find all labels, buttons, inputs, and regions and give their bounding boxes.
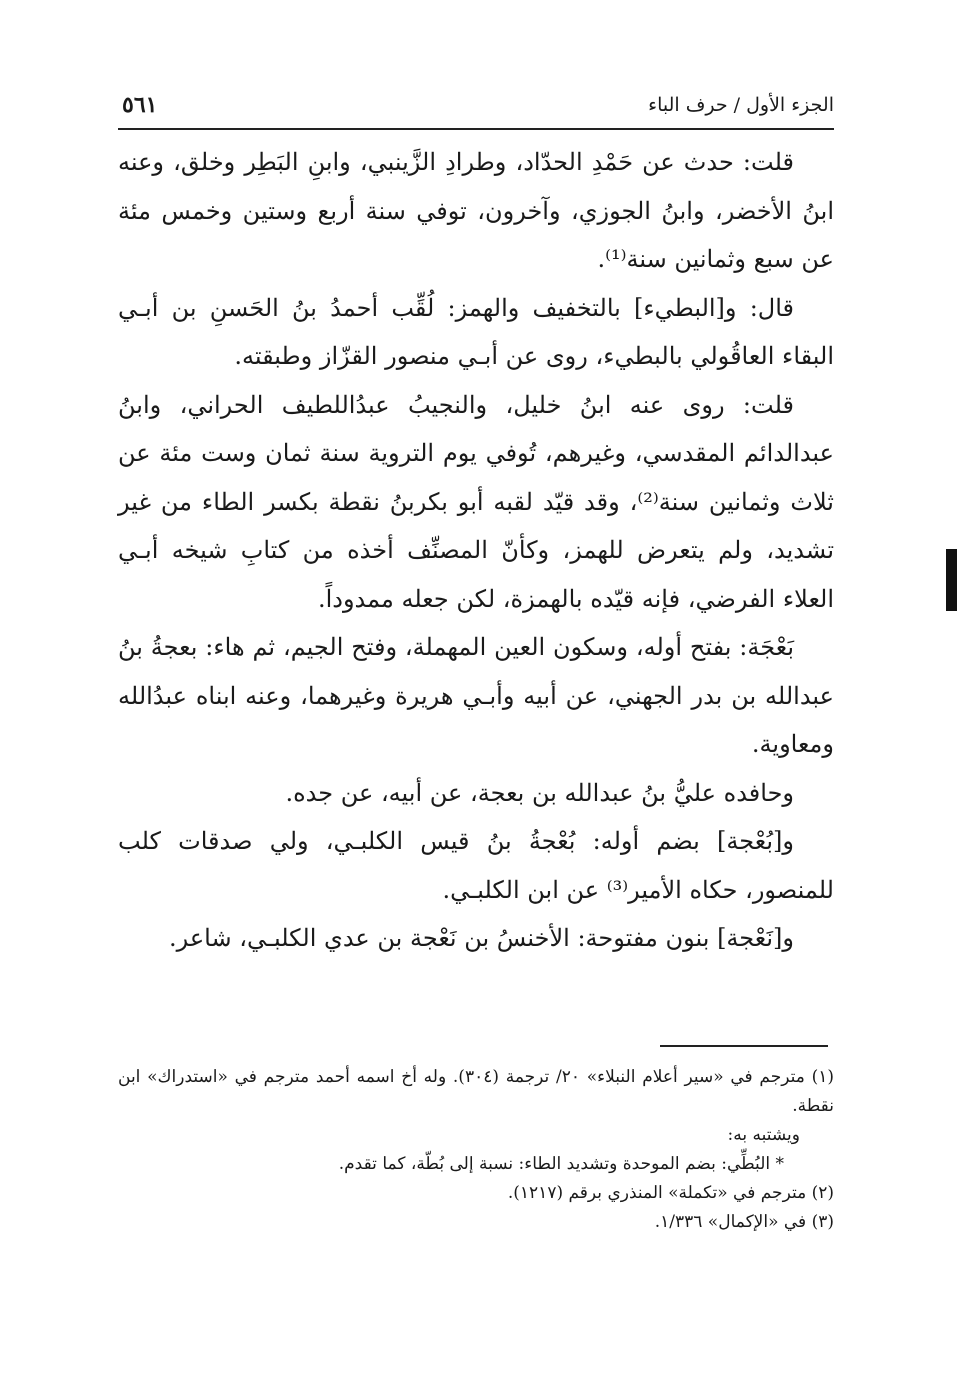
paragraph: بَعْجَة: بفتح أوله، وسكون العين المهملة، وفتح الجيم، ثم هاء: بعجةُ بنُ عبدالله بن بدر الجهني، عن أبيه وأبـي هريرة وغيرهما، وعنه ابناه عبدُالله ومعاوية.	[118, 633, 834, 758]
footnote: (١) مترجم في «سير أعلام النبلاء» ٢٠/ ترجمة (٣٠٤). وله أخ اسمه أحمد مترجم في «استدراك» ابن نقطة.	[118, 1067, 834, 1116]
footnotes	[118, 1063, 834, 1237]
paragraph: وحافده عليُّ بنُ عبدالله بن بعجة، عن أبيه، عن جده.	[285, 778, 794, 807]
paragraph: قلت: حدث عن حَمْدِ الحدّاد، وطرادِ الزَّينبي، وابنِ البَطِر وخلق، وعنه ابنُ الأخضر، وابنُ الجوزي، وآخرون، توفي سنة أربع وستين وخمس مئة عن سبع وثمانين سنة⁽¹⁾.	[118, 148, 834, 273]
main-text	[118, 138, 834, 963]
footnote: ويشتبه به:	[727, 1125, 800, 1145]
page-number: ٥٦١	[122, 92, 158, 118]
footnote: * البُطِّي: بضم الموحدة وتشديد الطاء: نسبة إلى بُطّة، كما تقدم.	[338, 1154, 784, 1174]
thumb-index-tab	[946, 549, 957, 611]
footnote: (٢) مترجم في «تكملة» المنذري برقم (١٢١٧).	[507, 1183, 834, 1203]
paragraph: قلت: روى عنه ابنُ خليل، والنجيبُ عبدُاللطيف الحراني، وابنُ عبدالدائم المقدسي، وغيرهم، تُوفي يوم التروية سنة ثمان وست مئة عن ثلاث وثمانين سنة⁽²⁾، وقد قيّد لقبه أبو بكربنُ نقطة بكسر الطاء من غير تشديد، ولم يتعرض للهمز، وكأنّ المصنِّف أخذه من كتابِ شيخه أبـي العلاء الفرضي، فإنه قيّده بالهمزة، لكن جعله ممدوداً.	[118, 390, 834, 613]
footnote-separator	[660, 1045, 828, 1047]
page-header	[118, 88, 834, 130]
paragraph: قال: و[البطيء] بالتخفيف والهمز: لُقِّب أحمدُ بنُ الحَسنِ بن أبـي البقاء العاقُولي بالبطيء، روى عن أبـي منصور القزّاز وطبقته.	[118, 293, 834, 370]
paragraph: و[بُعْجة] بضم أوله: بُعْجةُ بنُ قيس الكلبـي، ولي صدقات كلب للمنصور، حكاه الأمير⁽³⁾ عن ابن الكلبـي.	[118, 827, 834, 904]
footnote: (٣) في «الإكمال» ١/٣٣٦.	[654, 1212, 834, 1232]
paragraph: و[نَعْجة] بنون مفتوحة: الأخنسُ بن نَعْجة بن عدي الكلبـي، شاعر.	[168, 924, 794, 952]
running-head: الجزء الأول / حرف الباء	[648, 94, 834, 116]
